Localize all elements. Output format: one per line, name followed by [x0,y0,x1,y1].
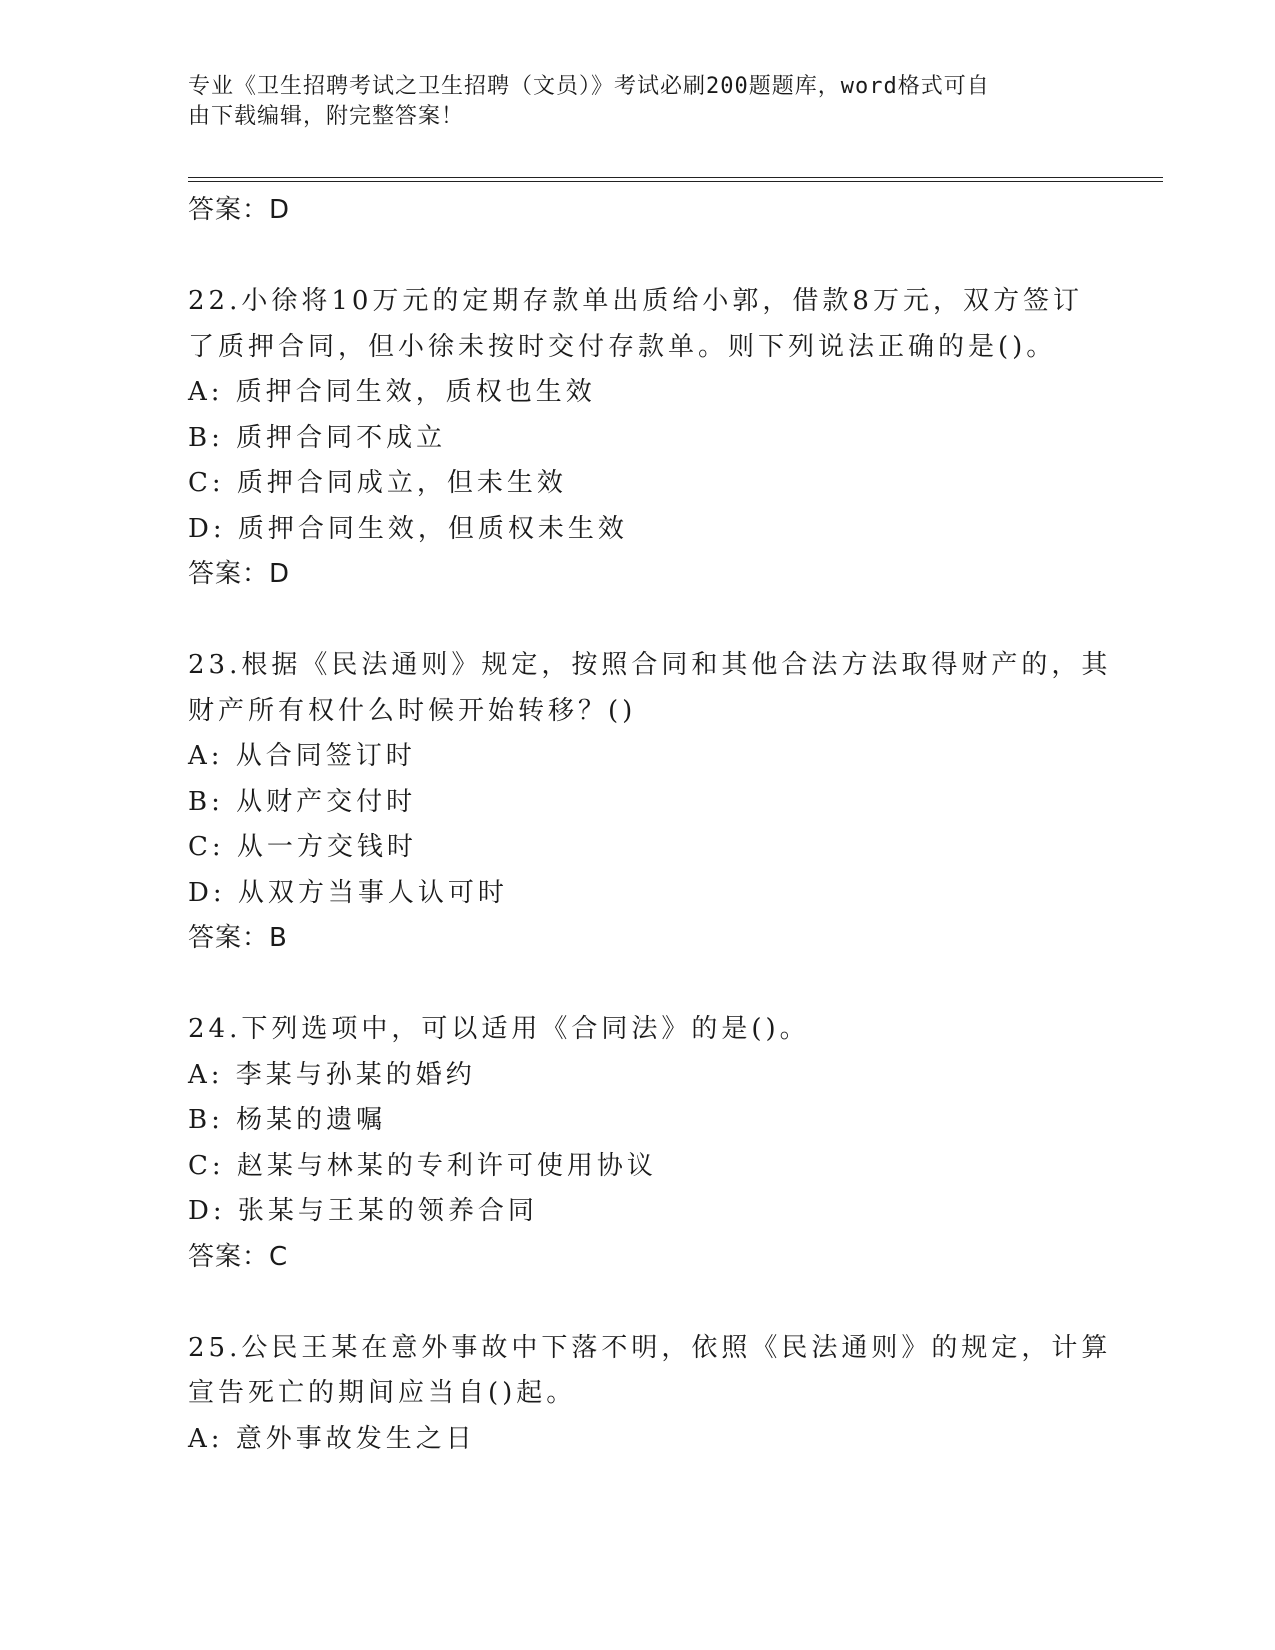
question-stem-line: 财产所有权什么时候开始转移？() [188,695,637,726]
question-stem-line: 了质押合同，但小徐未按时交付存款单。则下列说法正确的是()。 [188,331,1057,362]
option-d: D: 质押合同生效，但质权未生效 [188,513,628,544]
option-c: C: 质押合同成立，但未生效 [188,468,567,498]
question-23 [188,643,1112,961]
option-b: B: 杨某的遗嘱 [188,1105,387,1135]
question-stem-line: 25.公民王某在意外事故中下落不明，依照《民法通则》的规定，计算 [188,1332,1112,1363]
question-24 [188,1007,1088,1280]
header-divider [188,177,1163,182]
question-stem-line: 22.小徐将10万元的定期存款单出质给小郭，借款8万元，双方签订 [188,286,1083,316]
question-22 [188,279,1088,597]
header-line-1: 专业《卫生招聘考试之卫生招聘（文员）》考试必刷200题题库，word格式可自 [188,74,990,99]
option-c: C: 赵某与林某的专利许可使用协议 [188,1150,657,1181]
option-c: C: 从一方交钱时 [188,832,417,862]
option-a: A: 从合同签订时 [188,741,416,771]
document-header [188,72,1068,132]
option-a: A: 质押合同生效，质权也生效 [188,377,596,407]
document-body [188,188,1112,1462]
answer-line: 答案：B [188,923,288,953]
answer-line: 答案：D [188,559,291,589]
option-b: B: 质押合同不成立 [188,422,447,453]
answer-line: 答案：C [188,1241,289,1272]
option-a: A: 意外事故发生之日 [188,1423,476,1454]
question-stem-line: 24.下列选项中，可以适用《合同法》的是()。 [188,1014,810,1044]
header-line-2: 由下载编辑，附完整答案！ [188,104,465,129]
question-stem-line: 宣告死亡的期间应当自()起。 [188,1378,577,1408]
option-d: D: 从双方当事人认可时 [188,877,508,908]
question-25 [188,1326,1112,1463]
option-b: B: 从财产交付时 [188,786,417,817]
option-d: D: 张某与王某的领养合同 [188,1196,538,1226]
question-stem-line: 23.根据《民法通则》规定，按照合同和其他合法方法取得财产的，其 [188,650,1112,680]
answer-line: 答案：D [188,195,291,225]
option-a: A: 李某与孙某的婚约 [188,1059,476,1090]
